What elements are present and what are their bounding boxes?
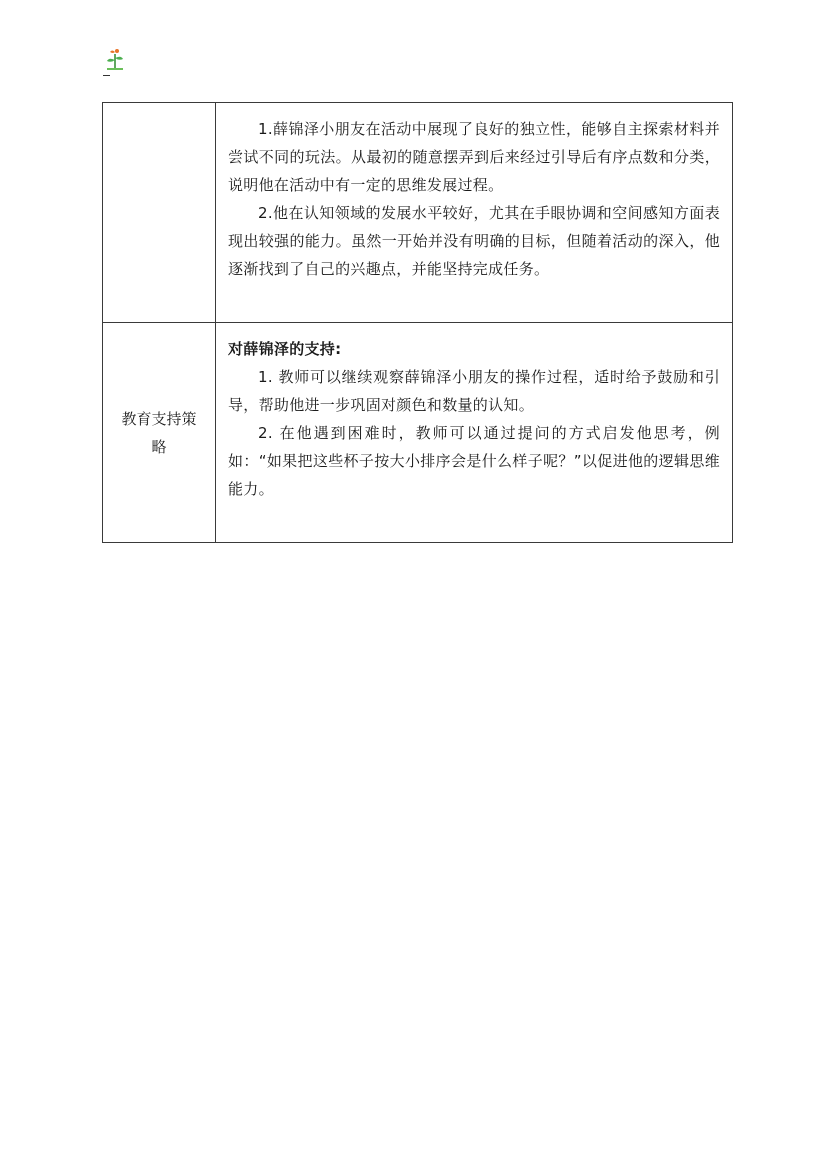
header-mark xyxy=(103,75,110,76)
row-content-cell xyxy=(216,103,733,323)
row-label: 教育支持策略 xyxy=(121,409,197,456)
sprout-logo-icon xyxy=(104,48,126,72)
row-content-cell xyxy=(216,323,733,543)
table-row xyxy=(103,103,733,323)
analysis-paragraph: 1.薛锦泽小朋友在活动中展现了良好的独立性，能够自主探索材料并尝试不同的玩法。从最初的随意摆弄到后来经过引导后有序点数和分类，说明他在活动中有一定的思维发展过程。 xyxy=(228,120,720,194)
row-label-cell xyxy=(103,103,216,323)
analysis-paragraph: 2.他在认知领域的发展水平较好，尤其在手眼协调和空间感知方面表现出较强的能力。虽然一开始并没有明确的目标，但随着活动的深入，他逐渐找到了自己的兴趣点，并能坚持完成任务。 xyxy=(228,204,720,278)
row-label-cell xyxy=(103,323,216,543)
support-paragraph: 1. 教师可以继续观察薛锦泽小朋友的操作过程，适时给予鼓励和引导，帮助他进一步巩固对颜色和数量的认知。 xyxy=(228,368,720,414)
record-table xyxy=(102,102,733,543)
support-paragraph: 2. 在他遇到困难时，教师可以通过提问的方式启发他思考，例如：“如果把这些杯子按大小排序会是什么样子呢？”以促进他的逻辑思维能力。 xyxy=(228,424,720,498)
table-row xyxy=(103,323,733,543)
support-heading: 对薛锦泽的支持: xyxy=(228,340,342,358)
